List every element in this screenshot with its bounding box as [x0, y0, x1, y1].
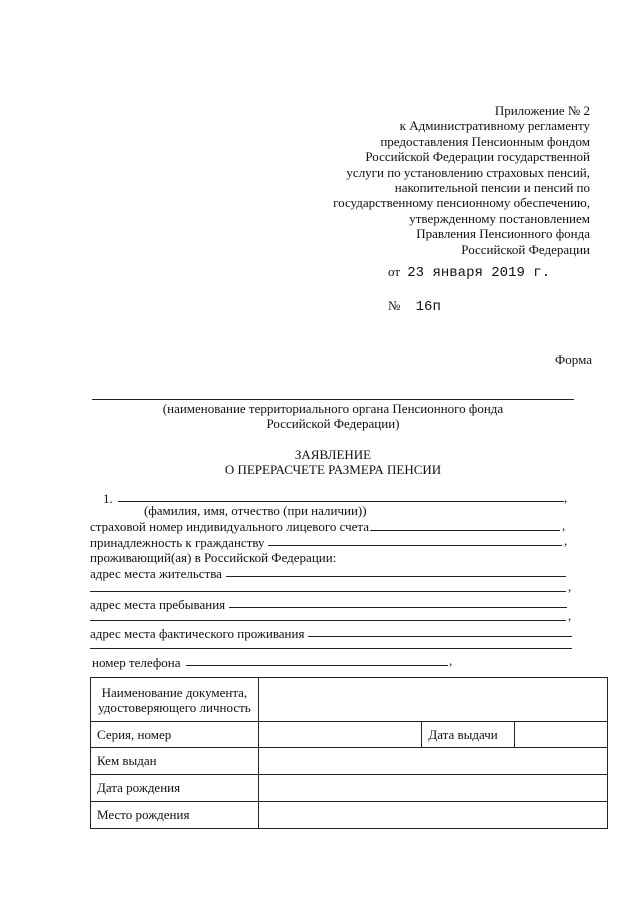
issued-by-label: Кем выдан — [91, 748, 259, 775]
address-stay-line[interactable] — [229, 607, 567, 608]
comma: , — [568, 608, 572, 623]
citizenship-label: принадлежность к гражданству — [90, 535, 265, 550]
appendix-line: Правления Пенсионного фонда — [416, 226, 590, 242]
form-label: Форма — [555, 352, 592, 367]
decree-date — [388, 264, 550, 281]
table-row — [91, 722, 608, 748]
appendix-block — [333, 103, 590, 257]
fio-line[interactable] — [118, 501, 564, 502]
document-title — [92, 447, 574, 477]
comma: , — [564, 490, 568, 505]
organ-name-line[interactable] — [92, 399, 574, 400]
appendix-line: накопительной пенсии и пенсий по — [394, 180, 590, 196]
title-line: О ПЕРЕРАСЧЕТЕ РАЗМЕРА ПЕНСИИ — [224, 462, 442, 477]
residing-label: проживающий(ая) в Российской Федерации: — [90, 550, 337, 565]
appendix-line: Российской Федерации государственной — [365, 149, 590, 165]
address-residence-line[interactable] — [226, 576, 566, 577]
snils-label: страховой номер индивидуального лицевого счета — [90, 519, 370, 534]
number-value: 16п — [415, 299, 441, 315]
phone-label: номер телефона — [92, 655, 181, 670]
snils-line[interactable] — [370, 530, 560, 531]
address-stay-label: адрес места пребывания — [90, 597, 226, 612]
doc-name-label: удостоверяющего личность — [98, 699, 251, 715]
address-residence-label: адрес места жительства — [90, 566, 222, 581]
id-document-table — [90, 677, 608, 829]
appendix-line: Приложение № 2 — [494, 103, 590, 118]
comma: , — [564, 533, 568, 548]
organ-caption-line: (наименование территориального органа Пенсионного фонда — [162, 401, 504, 416]
citizenship-line[interactable] — [268, 545, 562, 546]
decree-number — [388, 298, 441, 315]
address-stay-line-2[interactable] — [90, 620, 566, 621]
issue-date-input[interactable] — [515, 722, 608, 748]
address-actual-line[interactable] — [308, 636, 572, 637]
birth-date-input[interactable] — [258, 775, 607, 802]
birth-date-label: Дата рождения — [91, 775, 259, 802]
appendix-line: услуги по установлению страховых пенсий, — [346, 164, 590, 180]
doc-name-input[interactable] — [258, 678, 607, 722]
appendix-line: к Административному регламенту — [399, 118, 590, 134]
doc-name-cell — [91, 678, 259, 722]
appendix-line: предоставления Пенсионным фондом — [380, 133, 590, 149]
date-value: 23 января 2019 г. — [407, 265, 551, 281]
issue-date-label: Дата выдачи — [422, 722, 515, 748]
series-number-input[interactable] — [258, 722, 422, 748]
address-residence-line-2[interactable] — [90, 591, 566, 592]
title-line: ЗАЯВЛЕНИЕ — [294, 447, 372, 462]
date-prefix: от — [388, 264, 401, 279]
comma: , — [562, 518, 566, 533]
doc-name-label: Наименование документа, — [101, 684, 248, 700]
table-row — [91, 775, 608, 802]
phone-line[interactable] — [186, 665, 448, 666]
comma: , — [449, 653, 453, 668]
address-actual-label: адрес места фактического проживания — [90, 626, 305, 641]
series-number-label: Серия, номер — [91, 722, 259, 748]
appendix-line: утвержденному постановлением — [409, 210, 590, 226]
organ-caption — [92, 401, 574, 431]
address-actual-line-2[interactable] — [90, 648, 572, 649]
birth-place-label: Место рождения — [91, 802, 259, 829]
fio-caption: (фамилия, имя, отчество (при наличии)) — [144, 503, 367, 518]
table-row — [91, 802, 608, 829]
table-row — [91, 748, 608, 775]
comma: , — [568, 579, 572, 594]
appendix-line: государственному пенсионному обеспечению, — [333, 195, 590, 211]
table-row — [91, 678, 608, 722]
number-prefix: № — [388, 298, 401, 313]
issued-by-input[interactable] — [258, 748, 607, 775]
item-number: 1. — [103, 491, 113, 506]
birth-place-input[interactable] — [258, 802, 607, 829]
organ-caption-line: Российской Федерации) — [266, 416, 400, 431]
appendix-line: Российской Федерации — [461, 241, 590, 257]
